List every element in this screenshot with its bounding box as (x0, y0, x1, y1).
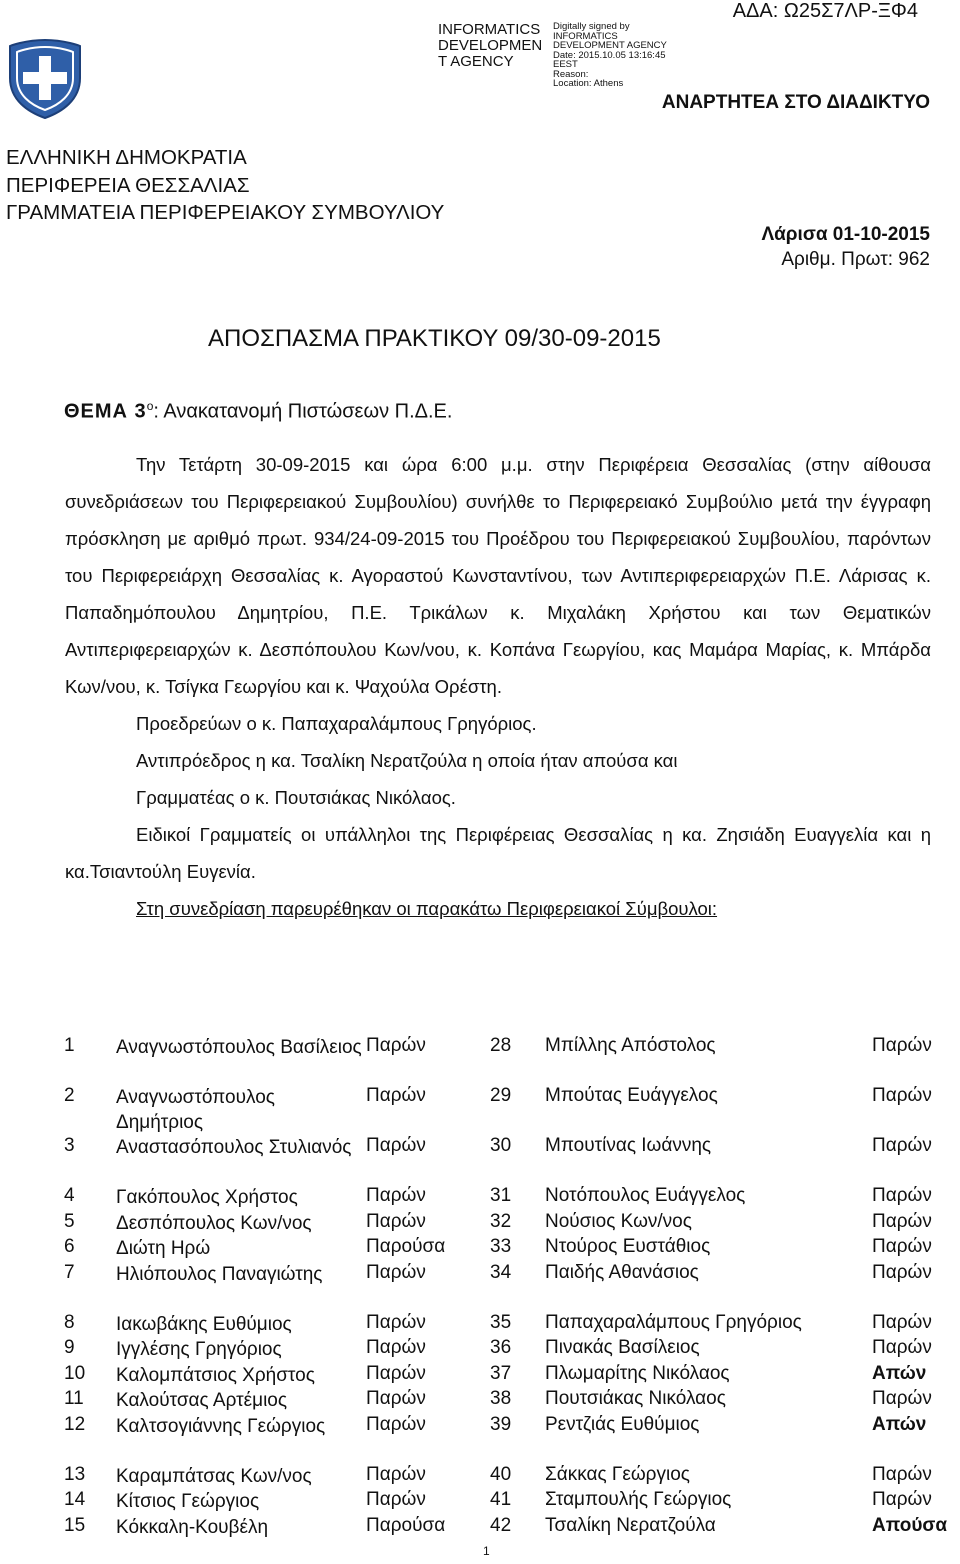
table-row (64, 1464, 944, 1490)
member-name: Αναστασόπουλος Στυλιανός (116, 1137, 352, 1158)
table-row (64, 1489, 944, 1515)
table-row (64, 1185, 944, 1211)
table-row (64, 1262, 944, 1312)
member-number: 36 (490, 1337, 512, 1358)
member-number: 14 (64, 1489, 86, 1510)
member-name: Σταμπουλής Γεώργιος (545, 1489, 732, 1510)
member-name: Νούσιος Κων/νος (545, 1210, 692, 1232)
member-name: Ιγγλέσης Γρηγόριος (116, 1339, 282, 1360)
table-row (64, 1363, 944, 1389)
signature-line: Location: Athens (553, 78, 624, 89)
member-status: Παρών (872, 1388, 932, 1409)
members-table (64, 1035, 948, 1540)
member-status: Παρών (366, 1085, 426, 1106)
table-row (64, 1514, 948, 1541)
member-number: 38 (490, 1388, 512, 1409)
member-status: Παρών (872, 1236, 932, 1257)
member-status: Παρών (366, 1311, 426, 1333)
table-row (64, 1085, 944, 1135)
member-name: Πλωμαρίτης Νικόλαος (545, 1362, 730, 1384)
member-status: Παρούσα (366, 1236, 446, 1257)
member-number: 3 (64, 1135, 75, 1156)
secretary-paragraph: Γραμματέας ο κ. Πουτσιάκας Νικόλαος. (136, 787, 456, 808)
member-name: Παπαχαραλάμπους Γρηγόριος (545, 1311, 802, 1333)
greek-emblem-logo (2, 34, 88, 120)
chair-paragraph: Προεδρεύων ο κ. Παπαχαραλάμπους Γρηγόριος. (136, 713, 537, 734)
member-name: Καλτσογιάννης Γεώργιος (116, 1415, 326, 1437)
page-number: 1 (483, 1544, 490, 1558)
place-date: Λάρισα 01-10-2015 (761, 224, 930, 245)
member-status: Παρών (366, 1413, 426, 1435)
member-status: Παρών (366, 1337, 426, 1358)
protocol-number: Αριθμ. Πρωτ: 962 (781, 249, 930, 270)
minutes-body (65, 446, 931, 927)
table-row (64, 1312, 944, 1338)
member-status: Παρών (872, 1085, 932, 1106)
member-status: Παρών (366, 1388, 426, 1409)
member-name: Ηλιόπουλος Παναγιώτης (116, 1263, 323, 1285)
member-number: 40 (490, 1463, 512, 1485)
member-name: Μπουτίνας Ιωάννης (545, 1135, 712, 1156)
issuing-authority (6, 144, 444, 227)
member-name: Τσαλίκη Νερατζούλα (545, 1514, 716, 1536)
member-number: 39 (490, 1413, 512, 1435)
member-name: Δεσπόπουλος Κων/νος (116, 1212, 312, 1234)
member-status: Παρών (872, 1337, 932, 1358)
member-name: Αναγνωστόπουλος Βασίλειος (116, 1037, 362, 1058)
special-secretaries-paragraph: Ειδικοί Γραμματείς οι υπάλληλοι της Περιφέρειας Θεσσαλίας η κα. Ζησιάδη Ευαγγελία και η κα.Τσιαντούλη Ευγενία. (65, 824, 931, 882)
subject-text: : Ανακατανομή Πιστώσεων Π.Δ.Ε. (153, 400, 453, 423)
table-row (64, 1211, 944, 1237)
member-number: 30 (490, 1135, 512, 1156)
member-number: 7 (64, 1261, 75, 1283)
member-status: Παρών (872, 1035, 932, 1056)
member-status: Απούσα (872, 1514, 948, 1536)
signature-line: Date: 2015.10.05 13:16:45 (553, 49, 666, 61)
table-row (64, 1236, 944, 1262)
member-name: Κόκκαλη-Κουβέλη (116, 1516, 269, 1538)
member-status: Απών (872, 1362, 927, 1384)
signature-details (553, 22, 673, 89)
document-title: ΑΠΟΣΠΑΣΜΑ ΠΡΑΚΤΙΚΟΥ 09/30-09-2015 (208, 325, 661, 352)
member-number: 10 (64, 1362, 86, 1384)
signature-line: Reason: (553, 68, 589, 80)
member-status: Παρών (366, 1463, 426, 1485)
member-number: 42 (490, 1514, 512, 1536)
member-number: 15 (64, 1514, 86, 1536)
member-number: 33 (490, 1236, 512, 1257)
member-name: Ντούρος Ευστάθιος (545, 1236, 711, 1257)
member-name: Ρεντζιάς Ευθύμιος (545, 1413, 700, 1435)
member-status: Παρών (872, 1210, 932, 1232)
member-status: Παρών (366, 1210, 426, 1232)
member-number: 8 (64, 1311, 75, 1333)
signature-line: INFORMATICS (553, 30, 618, 42)
signature-line: DEVELOPMENT AGENCY (553, 40, 667, 51)
member-status: Παρών (366, 1489, 426, 1510)
member-number: 4 (64, 1185, 75, 1206)
member-number: 13 (64, 1463, 86, 1485)
intro-paragraph: Την Τετάρτη 30-09-2015 και ώρα 6:00 μ.μ. στην Περιφέρεια Θεσσαλίας (στην αίθουσα συνεδριάσεων του Περιφερειακού Συμβουλίου) συνήλθε το Περιφερειακό Συμβούλιο μετά την έγγραφη πρόσκληση με αριθμό πρωτ. 934/24-09-2015 του Προέδρου του Περιφερειακού Συμβουλίου, παρόντων του Περιφερειάρχη Θεσσαλίας κ. Αγοραστού Κωνσταντίνου, των Αντιπεριφερειαρχών Π.Ε. Λάρισας κ. Παπαδημόπουλου Δημητρίου, Π.Ε. Τρικάλων κ. Μιχαλάκη Χρήστου και των Θεματικών Αντιπεριφερειαρχών κ. Δεσπόπουλου Κων/νου, κ. Κοπάνα Γεωργίου, κας Μαμάρα Μαρίας, κ. Μπάρδα Κων/νου, κ. Τσίγκα Γεωργίου και κ. Ψαχούλα Ορέστη. (65, 454, 931, 697)
subject-ordinal: ο (146, 399, 154, 413)
attendance-intro-text: Στη συνεδρίαση παρευρέθηκαν οι παρακάτω Περιφερειακοί Σύμβουλοι: (136, 898, 718, 919)
publish-note: ΑΝΑΡΤΗΤΕΑ ΣΤΟ ΔΙΑΔΙΚΤΥΟ (661, 92, 930, 113)
member-name: Κίτσιος Γεώργιος (116, 1491, 260, 1512)
table-row (64, 1035, 944, 1085)
member-number: 34 (490, 1261, 512, 1283)
vice-chair-paragraph: Αντιπρόεδρος η κα. Τσαλίκη Νερατζούλα η οποία ήταν απούσα και (136, 750, 678, 771)
table-row (64, 1414, 944, 1464)
member-name: Καλούτσας Αρτέμιος (116, 1390, 288, 1411)
member-number: 6 (64, 1236, 75, 1257)
date-protocol (761, 222, 930, 272)
member-number: 12 (64, 1413, 86, 1435)
signature-line: EEST (553, 59, 578, 70)
member-number: 1 (64, 1035, 75, 1056)
member-status: Απών (872, 1413, 927, 1435)
member-number: 41 (490, 1489, 512, 1510)
member-number: 11 (64, 1388, 84, 1409)
member-name: Παιδής Αθανάσιος (545, 1261, 699, 1283)
signature-line: Digitally signed by (553, 21, 630, 32)
member-status: Παρών (366, 1185, 426, 1206)
member-name: Νοτόπουλος Ευάγγελος (545, 1185, 746, 1206)
member-status: Παρών (872, 1185, 932, 1206)
member-name: Αναγνωστόπουλος Δημήτριος (116, 1087, 275, 1133)
member-status: Παρών (366, 1135, 426, 1156)
member-name: Μπούτας Ευάγγελος (545, 1085, 718, 1106)
member-status: Παρών (366, 1035, 426, 1056)
member-number: 31 (490, 1185, 512, 1206)
member-status: Παρών (872, 1489, 932, 1510)
member-number: 29 (490, 1085, 512, 1106)
table-row (64, 1337, 944, 1363)
member-number: 32 (490, 1210, 512, 1232)
attendance-intro (65, 890, 931, 927)
member-number: 5 (64, 1210, 75, 1232)
member-number: 37 (490, 1362, 512, 1384)
table-row (64, 1135, 944, 1185)
member-name: Γακόπουλος Χρήστος (116, 1187, 298, 1208)
subject-label: ΘΕΜΑ 3 (64, 400, 147, 423)
member-name: Σάκκας Γεώργιος (545, 1463, 690, 1485)
member-name: Καλομπάτσιος Χρήστος (116, 1364, 315, 1386)
member-status: Παρών (872, 1311, 932, 1333)
member-name: Μπίλλης Απόστολος (545, 1035, 716, 1056)
subject-line (64, 399, 452, 424)
member-name: Καραμπάτσας Κων/νος (116, 1465, 312, 1487)
ada-code: ΑΔΑ: Ω25Σ7ΛΡ-ΞΦ4 (732, 0, 918, 22)
signature-organization: INFORMATICS DEVELOPMEN T AGENCY (438, 21, 543, 70)
member-number: 28 (490, 1035, 512, 1056)
authority-line: ΠΕΡΙΦΕΡΕΙΑ ΘΕΣΣΑΛΙΑΣ (6, 173, 250, 197)
member-status: Παρών (872, 1135, 932, 1156)
member-name: Πινακάς Βασίλειος (545, 1337, 700, 1358)
member-status: Παρούσα (366, 1514, 446, 1536)
authority-line: ΕΛΛΗΝΙΚΗ ΔΗΜΟΚΡΑΤΙΑ (6, 146, 247, 169)
member-status: Παρών (366, 1261, 426, 1283)
member-number: 35 (490, 1311, 512, 1333)
member-name: Ιακωβάκης Ευθύμιος (116, 1313, 292, 1335)
table-row (64, 1388, 944, 1414)
authority-line: ΓΡΑΜΜΑΤΕΙΑ ΠΕΡΙΦΕΡΕΙΑΚΟΥ ΣΥΜΒΟΥΛΙΟΥ (6, 201, 445, 224)
member-number: 9 (64, 1337, 75, 1358)
member-status: Παρών (366, 1362, 426, 1384)
member-name: Πουτσιάκας Νικόλαος (545, 1388, 726, 1409)
member-status: Παρών (872, 1463, 932, 1485)
member-number: 2 (64, 1085, 75, 1106)
member-status: Παρών (872, 1261, 932, 1283)
member-name: Διώτη Ηρώ (116, 1238, 211, 1259)
